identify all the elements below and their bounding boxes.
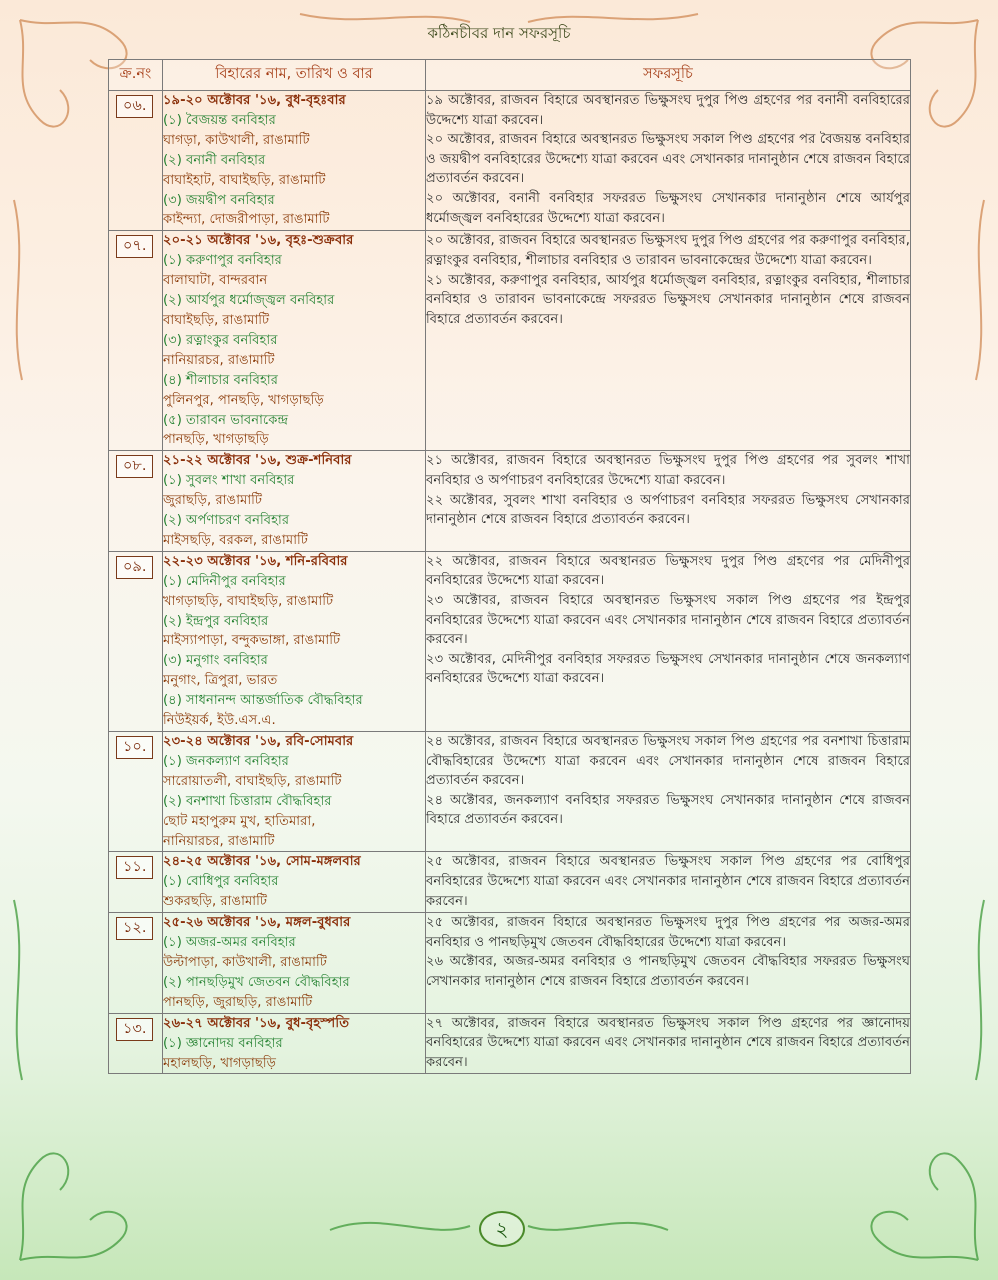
vihara-location: খাগড়াছড়ি, বাঘাইছড়ি, রাঙামাটি [163, 593, 334, 609]
vihara-name: (২) অর্পণাচরণ বনবিহার [163, 513, 290, 529]
vihara-location: মনুগাং, ত্রিপুরা, ভারত [163, 673, 278, 689]
vihara-name: (১) সুবলং শাখা বনবিহার [163, 473, 295, 489]
page-heading: কঠিনচীবর দান সফরসূচি [427, 24, 571, 42]
schedule-paragraph: ২৭ অক্টোবর, রাজবন বিহারে অবস্থানরত ভিক্ষুসংঘ সকাল পিণ্ড গ্রহণের পর জ্ঞানোদয় বনবিহারের উদ্দেশ্যে যাত্রা করবেন এবং সেখানকার দানানুষ্ঠান শেষে রাজবন বিহারে প্রত্যাবর্তন করবেন। [426, 1015, 910, 1070]
vihara-location: ছোট মহাপুরুম মুখ, হাতিমারা, [163, 813, 316, 829]
table-row [109, 1013, 911, 1074]
schedule-paragraph: ২০ অক্টোবর, রাজবন বিহারে অবস্থানরত ভিক্ষুসংঘ দুপুর পিণ্ড গ্রহণের পর করুণাপুর বনবিহার, রত্নাংকুর বনবিহার, শীলাচার বনবিহার ও তারাবন ভাবনাকেন্দ্রের উদ্দেশ্যে যাত্রা করবেন। [426, 233, 910, 268]
schedule-paragraph: ২১ অক্টোবর, করুণাপুর বনবিহার, আর্যপুর ধর্মোজ্জ্বল বনবিহার, রত্নাংকুর বনবিহার, শীলাচার বনবিহার ও তারাবন ভাবনাকেন্দ্রে সফররত ভিক্ষুসংঘ সেখানকার দানানুষ্ঠান শেষে রাজবন বিহারে প্রত্যাবর্তন করবেন। [426, 272, 910, 327]
vihara-name: (২) বনশাখা চিত্তারাম বৌদ্ধবিহার [163, 793, 332, 809]
vihara-name: (৪) শীলাচার বনবিহার [163, 372, 278, 388]
vihara-name: (১) করুণাপুর বনবিহার [163, 253, 282, 269]
schedule-paragraph: ২২ অক্টোবর, রাজবন বিহারে অবস্থানরত ভিক্ষুসংঘ দুপুর পিণ্ড গ্রহণের পর মেদিনীপুর বনবিহারের উদ্দেশ্যে যাত্রা করবেন। [426, 553, 910, 589]
date-heading: ২৩-২৪ অক্টোবর '১৬, রবি-সোমবার [163, 734, 354, 749]
vihara-location: বাঘাইছড়ি, রাঙামাটি [163, 312, 270, 328]
vihara-location: পুলিনপুর, পানছড়ি, খাগড়াছড়ি [163, 392, 324, 408]
schedule-paragraph: ২৪ অক্টোবর, রাজবন বিহারে অবস্থানরত ভিক্ষুসংঘ সকাল পিণ্ড গ্রহণের পর বনশাখা চিত্তারাম বৌদ্ধবিহারের উদ্দেশ্যে যাত্রা করবেন এবং সেখানকার দানানুষ্ঠান শেষে রাজবন বিহারে প্রত্যাবর্তন করবেন। [426, 734, 910, 789]
serial-number: ১০. [116, 736, 153, 759]
serial-number: ১১. [116, 856, 153, 879]
vihara-location: বাঘাইহাট, বাঘাইছড়ি, রাঙামাটি [163, 172, 326, 188]
table-header-row [109, 60, 911, 91]
date-heading: ২১-২২ অক্টোবর '১৬, শুক্র-শনিবার [163, 453, 352, 469]
vihara-name: (২) বনানী বনবিহার [163, 152, 266, 168]
vihara-name: (৩) জয়দ্বীপ বনবিহার [163, 192, 275, 208]
vihara-location: বালাঘাটা, বান্দরবান [163, 273, 268, 289]
serial-number: ১২. [116, 917, 153, 940]
schedule-paragraph: ১৯ অক্টোবর, রাজবন বিহারে অবস্থানরত ভিক্ষুসংঘ দুপুর পিণ্ড গ্রহণের পর বনানী বনবিহারের উদ্দেশ্যে যাত্রা করবেন। [426, 93, 910, 128]
vihara-name: (৩) রত্নাংকুর বনবিহার [163, 332, 278, 348]
header-schedule: সফরসূচি [426, 60, 911, 91]
schedule-paragraph: ২৪ অক্টোবর, জনকল্যাণ বনবিহার সফররত ভিক্ষুসংঘ সেখানকার দানানুষ্ঠান শেষে রাজবন বিহারে প্রত্যাবর্তন করবেন। [426, 792, 910, 828]
vihara-location: মাইস্যাপাড়া, বন্দুকভাঙ্গা, রাঙামাটি [163, 633, 341, 649]
table-row [109, 551, 911, 731]
table-row [109, 852, 911, 913]
vihara-name: (২) পানছড়িমুখ জেতবন বৌদ্ধবিহার [163, 974, 350, 990]
vihara-location: নিউইয়র্ক, ইউ.এস.এ. [163, 713, 276, 729]
serial-number: ০৭. [116, 235, 153, 258]
schedule-table [108, 59, 911, 1074]
table-row [109, 732, 911, 852]
schedule-paragraph: ২৩ অক্টোবর, মেদিনীপুর বনবিহার সফররত ভিক্ষুসংঘ সেখানকার দানানুষ্ঠান শেষে জনকল্যাণ বনবিহারের উদ্দেশ্যে যাত্রা করবেন। [426, 651, 910, 687]
schedule-paragraph: ২০ অক্টোবর, রাজবন বিহারে অবস্থানরত ভিক্ষুসংঘ সকাল পিণ্ড গ্রহণের পর বৈজয়ন্ত বনবিহার ও জয়দ্বীপ বনবিহারের উদ্দেশ্যে যাত্রা করবেন এবং সেখানকার দানানুষ্ঠান শেষে রাজবন বিহারে প্রত্যাবর্তন করবেন। [426, 132, 910, 187]
vihara-location: কাইন্দ্যা, দোজরীপাড়া, রাঙামাটি [163, 212, 330, 228]
vihara-name: (১) জ্ঞানোদয় বনবিহার [163, 1035, 283, 1051]
vihara-name: (৩) মনুগাং বনবিহার [163, 653, 268, 669]
serial-number: ০৯. [116, 556, 153, 579]
vihara-name: (১) বৈজয়ন্ত বনবিহার [163, 112, 276, 128]
vihara-name: (১) অজর-অমর বনবিহার [163, 935, 296, 951]
date-heading: ২৪-২৫ অক্টোবর '১৬, সোম-মঙ্গলবার [163, 854, 361, 870]
vihara-location: সারোয়াতলী, বাঘাইছড়ি, রাঙামাটি [163, 773, 342, 789]
serial-number: ০৮. [116, 455, 153, 478]
vihara-location: উল্টাপাড়া, কাউখালী, রাঙামাটি [163, 954, 327, 970]
schedule-paragraph: ২৫ অক্টোবর, রাজবন বিহারে অবস্থানরত ভিক্ষুসংঘ দুপুর পিণ্ড গ্রহণের পর অজর-অমর বনবিহার ও পানছড়িমুখ জেতবন বৌদ্ধবিহারের উদ্দেশ্যে যাত্রা করবেন। [426, 915, 910, 950]
table-row [109, 451, 911, 552]
schedule-paragraph: ২৫ অক্টোবর, রাজবন বিহারে অবস্থানরত ভিক্ষুসংঘ সকাল পিণ্ড গ্রহণের পর বোধিপুর বনবিহারের উদ্দেশ্যে যাত্রা করবেন এবং সেখানকার দানানুষ্ঠান শেষে রাজবন বিহারে প্রত্যাবর্তন করবেন। [426, 854, 910, 909]
date-heading: ২০-২১ অক্টোবর '১৬, বৃহঃ-শুক্রবার [163, 233, 354, 249]
table-row [109, 91, 911, 231]
serial-number: ১৩. [116, 1018, 153, 1041]
schedule-paragraph: ২০ অক্টোবর, বনানী বনবিহার সফররত ভিক্ষুসংঘ সেখানকার দানানুষ্ঠান শেষে আর্যপুর ধর্মোজ্জ্বল বনবিহারের উদ্দেশ্যে যাত্রা করবেন। [426, 190, 910, 226]
date-heading: ২৬-২৭ অক্টোবর '১৬, বুধ-বৃহস্পতি [163, 1015, 350, 1031]
page-number: ২ [479, 1211, 525, 1247]
vihara-location: নানিয়ারচর, রাঙামাটি [163, 833, 275, 849]
date-heading: ২২-২৩ অক্টোবর '১৬, শনি-রবিবার [163, 553, 348, 569]
schedule-paragraph: ২৩ অক্টোবর, রাজবন বিহারে অবস্থানরত ভিক্ষুসংঘ সকাল পিণ্ড গ্রহণের পর ইন্দ্রপুর বনবিহারের উদ্দেশ্যে যাত্রা করবেন এবং সেখানকার দানানুষ্ঠান শেষে রাজবন বিহারে প্রত্যাবর্তন করবেন। [426, 593, 910, 648]
vihara-name: (২) ইন্দ্রপুর বনবিহার [163, 613, 269, 629]
date-heading: ১৯-২০ অক্টোবর '১৬, বুধ-বৃহঃবার [163, 93, 346, 108]
schedule-paragraph: ২১ অক্টোবর, রাজবন বিহারে অবস্থানরত ভিক্ষুসংঘ দুপুর পিণ্ড গ্রহণের পর সুবলং শাখা বনবিহার ও অর্পণাচরণ বনবিহারের উদ্দেশ্যে যাত্রা করবেন। [426, 453, 910, 488]
vihara-location: পানছড়ি, জুরাছড়ি, রাঙামাটি [163, 994, 313, 1010]
header-vihara: বিহারের নাম, তারিখ ও বার [163, 60, 426, 91]
vihara-name: (১) মেদিনীপুর বনবিহার [163, 573, 286, 589]
vihara-name: (১) জনকল্যাণ বনবিহার [163, 753, 289, 769]
schedule-paragraph: ২২ অক্টোবর, সুবলং শাখা বনবিহার ও অর্পণাচরণ বনবিহার সফররত ভিক্ষুসংঘ সেখানকার দানানুষ্ঠান শেষে রাজবন বিহারে প্রত্যাবর্তন করবেন। [426, 492, 910, 528]
table-row [109, 231, 911, 451]
schedule-paragraph: ২৬ অক্টোবর, অজর-অমর বনবিহার ও পানছড়িমুখ জেতবন বৌদ্ধবিহার সফররত ভিক্ষুসংঘ সেখানকার দানানুষ্ঠান শেষে রাজবন বিহারে প্রত্যাবর্তন করবেন। [426, 954, 910, 989]
vihara-name: (৪) সাধনানন্দ আন্তর্জাতিক বৌদ্ধবিহার [163, 693, 363, 709]
vihara-location: শুকরছড়ি, রাঙামাটি [163, 894, 268, 910]
date-heading: ২৫-২৬ অক্টোবর '১৬, মঙ্গল-বুধবার [163, 915, 351, 931]
vihara-location: পানছড়ি, খাগড়াছড়ি [163, 432, 269, 448]
vihara-location: নানিয়ারচর, রাঙামাটি [163, 352, 275, 368]
vihara-location: মহালছড়ি, খাগড়াছড়ি [163, 1055, 277, 1071]
vihara-name: (২) আর্যপুর ধর্মোজ্জ্বল বনবিহার [163, 293, 335, 309]
serial-number: ০৬. [116, 95, 153, 118]
header-serial-no: ক্র.নং [109, 60, 163, 91]
vihara-location: মাইসছড়ি, বরকল, রাঙামাটি [163, 532, 308, 548]
vihara-location: ঘাগড়া, কাউখালী, রাঙামাটি [163, 132, 310, 148]
vihara-name: (১) বোধিপুর বনবিহার [163, 874, 279, 890]
vihara-location: জুরাছড়ি, রাঙামাটি [163, 493, 263, 509]
vihara-name: (৫) তারাবন ভাবনাকেন্দ্র [163, 412, 289, 428]
table-row [109, 913, 911, 1014]
